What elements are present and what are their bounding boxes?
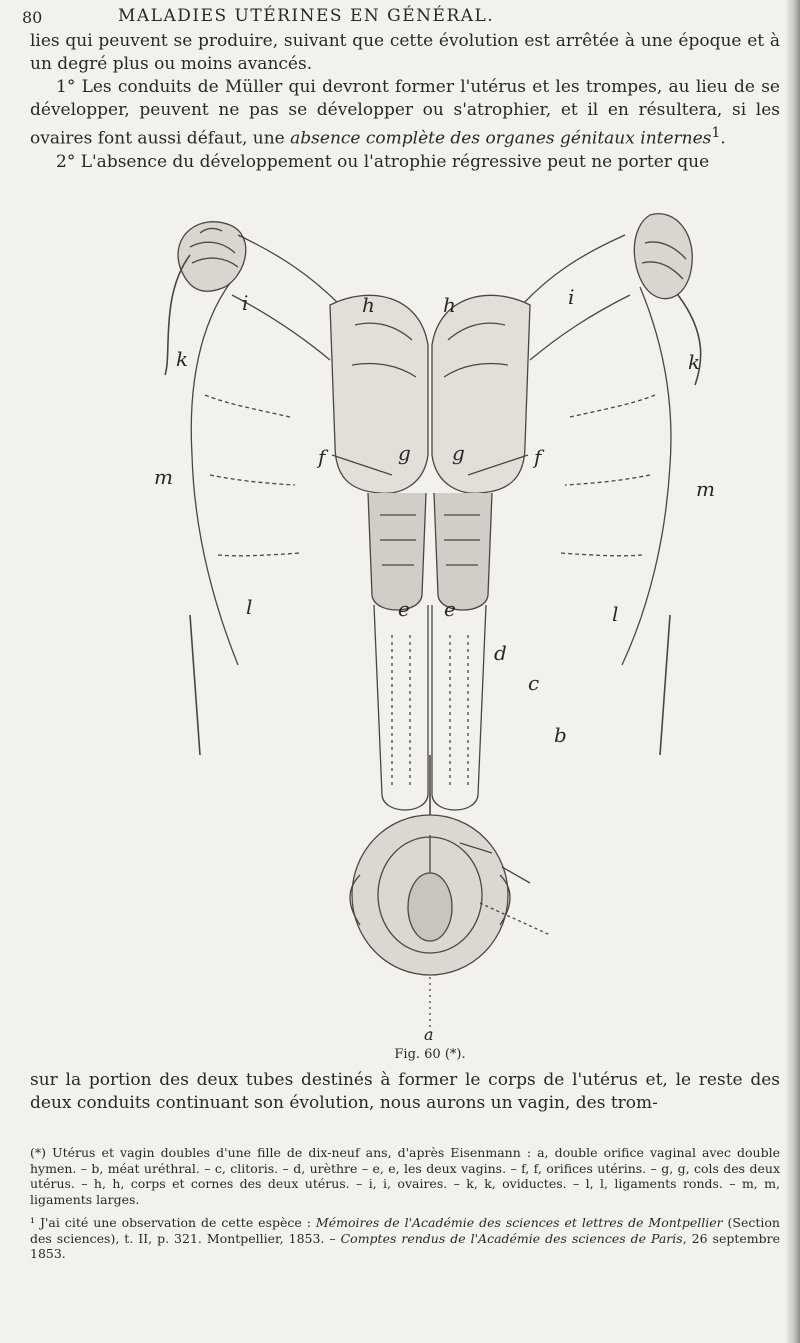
footnotes [30, 1145, 780, 1270]
label-f-right: f [534, 445, 542, 469]
label-i-right: i [568, 285, 575, 309]
paragraph-2-end: . [720, 128, 726, 149]
body-text-bottom [30, 1069, 780, 1115]
footnote-1-start: ¹ J'ai cité une observation de cette espèce : [30, 1215, 316, 1230]
body-text-top [30, 30, 780, 174]
label-l-right: l [612, 602, 619, 626]
label-d: d [494, 641, 507, 665]
note-ref-1: 1 [711, 125, 721, 141]
paragraph-2-start: 1° Les conduits de Müller qui devront former l'utérus et les trompes, au lieu de se développer, peuvent ne pas se développer ou s'atrophier, et il en résultera, si les ovaires font aussi défaut, une [30, 77, 780, 149]
footnote-1-end: , 26 septembre 1853. [30, 1230, 780, 1261]
label-h-left: h [362, 293, 375, 317]
label-c: c [528, 671, 540, 695]
left-broad-ligament [165, 235, 340, 665]
paragraph-4: sur la portion des deux tubes destinés à former le corps de l'utérus et, le reste des deux conduits continuant son évolution, nous aurons un vagin, des trom- [30, 1070, 780, 1113]
uterine-bodies [330, 295, 530, 493]
label-m-left: m [154, 465, 173, 489]
vulva [350, 755, 510, 975]
label-l-left: l [246, 595, 253, 619]
running-head [0, 4, 800, 28]
label-f-left: f [318, 445, 326, 469]
round-ligaments [190, 615, 670, 755]
footnote-1 [30, 1215, 780, 1262]
label-b: b [554, 723, 567, 747]
page-number: 80 [22, 8, 43, 27]
label-e-left: e [398, 597, 410, 621]
label-h-right: h [443, 293, 456, 317]
right-broad-ligament [522, 235, 701, 665]
label-k-left: k [176, 347, 189, 371]
label-a: a [424, 1025, 434, 1044]
footnote-1-title-1: Mémoires de l'Académie des sciences et lettres de Montpellier [315, 1215, 723, 1230]
figure-illustration [130, 195, 730, 1045]
running-title: MALADIES UTÉRINES EN GÉNÉRAL. [118, 6, 495, 26]
label-m-right: m [696, 477, 715, 501]
figure-caption: Fig. 60 (*). [394, 1047, 466, 1062]
paragraph-2-emphasis: absence complète des organes génitaux internes [290, 128, 712, 149]
label-i-left: i [242, 291, 249, 315]
cervices [368, 493, 492, 610]
anatomical-figure [130, 195, 730, 1062]
right-ovary [634, 214, 692, 299]
footnote-1-mid: (Section des sciences), t. II, p. 321. Montpellier, 1853. – [30, 1215, 780, 1246]
page-edge [786, 0, 800, 1343]
figure-footnote: (*) Utérus et vagin doubles d'une fille de dix-neuf ans, d'après Eisenmann : a, double orifice vaginal avec double hymen. – b, méat uréthral. – c, clitoris. – d, urèthre – e, e, les deux vagins. – f, f, orifices utérins. – g, g, cols des deux utérus. – h, h, corps et cornes des deux utérus. – i, i, ovaires. – k, k, oviductes. – l, l, ligaments ronds. – m, m, ligaments larges. [30, 1145, 780, 1207]
paragraph-1: lies qui peuvent se produire, suivant que cette évolution est arrêtée à une époque et à un degré plus ou moins avancés. [30, 31, 780, 74]
footnote-1-title-2: Comptes rendus de l'Académie des sciences de Paris [340, 1230, 683, 1246]
label-g-left: g [398, 441, 411, 465]
paragraph-2 [30, 76, 780, 151]
label-g-right: g [452, 441, 465, 465]
paragraph-3: 2° L'absence du développement ou l'atrophie régressive peut ne porter que [56, 151, 710, 172]
label-k-right: k [688, 350, 701, 374]
label-e-right: e [444, 597, 456, 621]
